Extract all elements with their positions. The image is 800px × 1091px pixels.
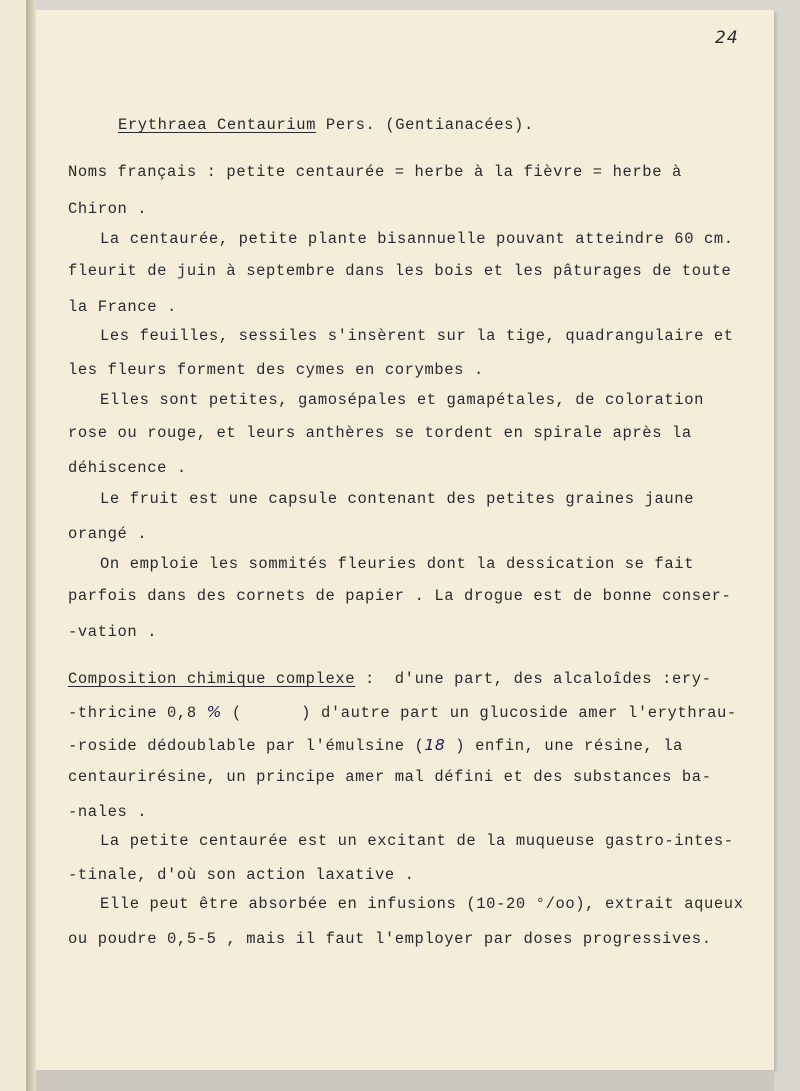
- composition-text: ) enfin, une résine, la: [445, 737, 684, 755]
- composition-text: -thricine 0,8: [68, 704, 207, 722]
- text-line: Chiron .: [68, 200, 148, 218]
- text-line: -tinale, d'où son action laxative .: [68, 866, 415, 884]
- document-title: [118, 116, 534, 134]
- page-bottom-shadow: [36, 1070, 774, 1091]
- text-line: Elle peut être absorbée en infusions (10-20 °/oo), extrait aqueux: [100, 895, 744, 913]
- book-gutter: [26, 0, 36, 1091]
- species-name: Erythraea Centaurium: [118, 116, 317, 134]
- text-line: orangé .: [68, 525, 148, 543]
- text-line: centaurirésine, un principe amer mal défini et des substances ba-: [68, 768, 712, 786]
- composition-heading: Composition chimique complexe: [68, 670, 356, 688]
- text-line: La centaurée, petite plante bisannuelle pouvant atteindre 60 cm.: [100, 230, 734, 248]
- composition-text: : d'une part, des alcaloîdes :ery-: [355, 670, 712, 688]
- composition-line: [68, 736, 683, 755]
- text-line: la France .: [68, 298, 177, 316]
- text-line: Noms français : petite centaurée = herbe à la fièvre = herbe à: [68, 163, 682, 181]
- facing-page-edge: [0, 0, 27, 1091]
- text-line: La petite centaurée est un excitant de la muqueuse gastro-intes-: [100, 832, 734, 850]
- family-name: Pers. (Gentianacées).: [316, 116, 534, 134]
- text-line: -vation .: [68, 623, 158, 641]
- text-line: Elles sont petites, gamosépales et gamapétales, de coloration: [100, 391, 704, 409]
- text-line: parfois dans des cornets de papier . La drogue est de bonne conser-: [68, 587, 732, 605]
- text-line: -nales .: [68, 803, 148, 821]
- page-number: 24: [715, 28, 739, 48]
- handwritten-percent: %: [206, 703, 222, 721]
- text-line: Les feuilles, sessiles s'insèrent sur la tige, quadrangulaire et: [100, 327, 734, 345]
- text-line: les fleurs forment des cymes en corymbes .: [68, 361, 484, 379]
- text-line: rose ou rouge, et leurs anthères se tordent en spirale après la: [68, 424, 692, 442]
- composition-line: [68, 703, 737, 722]
- composition-text: ( ) d'autre part un glucoside amer l'erythrau-: [221, 704, 737, 722]
- text-line: Le fruit est une capsule contenant des petites graines jaune: [100, 490, 695, 508]
- text-line: On emploie les sommités fleuries dont la dessication se fait: [100, 555, 695, 573]
- handwritten-number: 18: [424, 736, 446, 754]
- text-line: fleurit de juin à septembre dans les bois et les pâturages de toute: [68, 262, 732, 280]
- text-line: déhiscence .: [68, 459, 187, 477]
- composition-line: [68, 670, 712, 688]
- text-line: ou poudre 0,5-5 , mais il faut l'employer par doses progressives.: [68, 930, 712, 948]
- composition-text: -roside dédoublable par l'émulsine (: [68, 737, 425, 755]
